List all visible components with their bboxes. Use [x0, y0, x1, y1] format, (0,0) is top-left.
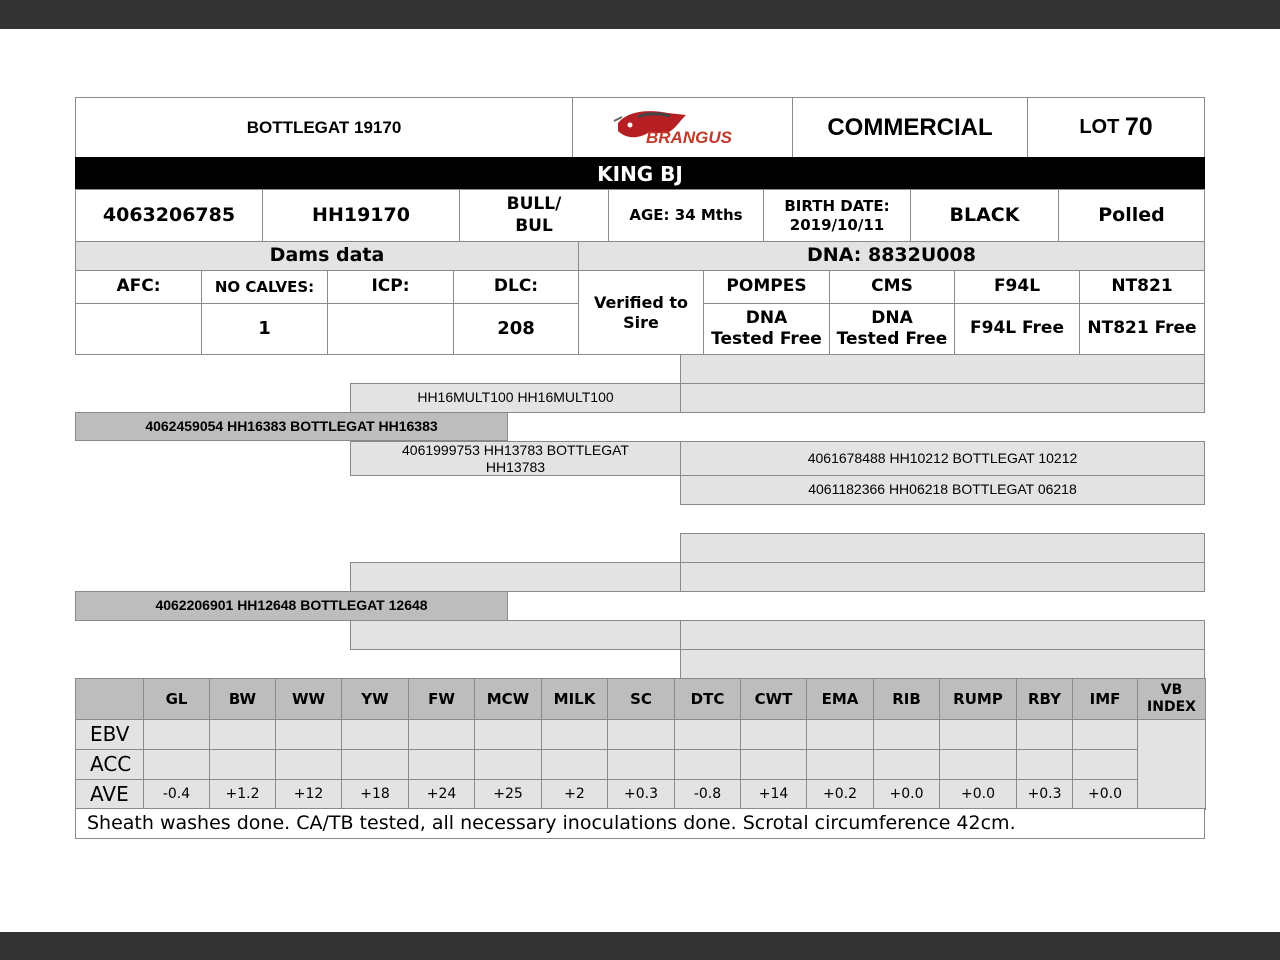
logo-text: BRANGUS: [645, 127, 732, 147]
ebv-value-cell: [674, 749, 741, 780]
ebv-value-cell: [740, 749, 807, 780]
pedigree-sire-sire-dam: 4061182366 HH06218 BOTTLEGAT 06218: [680, 475, 1205, 505]
vb-index-header: [1137, 678, 1206, 720]
ave-value: -0.8: [674, 779, 741, 810]
pompes-header: POMPES: [703, 270, 830, 304]
birth-date-value: 2019/10/11: [789, 215, 885, 234]
ebv-value-cell: [143, 719, 210, 750]
ebv-value-cell: [939, 719, 1017, 750]
ebv-value-cell: [341, 749, 409, 780]
cms-header: CMS: [829, 270, 955, 304]
ebv-col-header: MCW: [474, 678, 542, 720]
cms-result-line2: Tested Free: [836, 329, 948, 349]
ave-value: +2: [541, 779, 608, 810]
ebv-col-header: GL: [143, 678, 210, 720]
vb-index-line1: VB: [1160, 682, 1183, 699]
ave-value: +24: [408, 779, 475, 810]
no-calves-header: NO CALVES:: [201, 270, 328, 304]
ave-value: +0.0: [939, 779, 1017, 810]
ave-value: +0.3: [607, 779, 675, 810]
ave-value: +0.0: [873, 779, 940, 810]
sex-line1: BULL/: [506, 194, 562, 215]
top-bar: [0, 0, 1280, 29]
pedigree-sire-sire: 4061999753 HH13783 BOTTLEGAT HH13783: [350, 441, 681, 476]
ebv-value-cell: [1072, 719, 1138, 750]
ebv-value-cell: [873, 749, 940, 780]
ebv-value-cell: [1016, 719, 1073, 750]
dams-data-header: Dams data: [75, 241, 579, 271]
ebv-col-header: MILK: [541, 678, 608, 720]
sex: [459, 189, 609, 242]
pompes-result-line2: Tested Free: [711, 329, 822, 349]
dlc-header: DLC:: [453, 270, 579, 304]
ebv-row-label: EBV: [75, 719, 144, 750]
ave-value: +25: [474, 779, 542, 810]
vb-index-value: [1137, 719, 1206, 810]
ebv-row-label: AVE: [75, 779, 144, 810]
pedigree-sire-sire-sire: 4061678488 HH10212 BOTTLEGAT 10212: [680, 441, 1205, 476]
f94l-result: F94L Free: [954, 303, 1080, 355]
ebv-col-header: RBY: [1016, 678, 1073, 720]
ebv-value-cell: [806, 749, 874, 780]
pedigree-empty-cell: [680, 649, 1205, 679]
animal-name: KING BJ: [75, 157, 1205, 190]
ebv-value-cell: [209, 719, 276, 750]
ebv-col-header: EMA: [806, 678, 874, 720]
ebv-value-cell: [541, 719, 608, 750]
ebv-corner-cell: [75, 678, 144, 720]
ave-value: +12: [275, 779, 342, 810]
ebv-col-header: RIB: [873, 678, 940, 720]
pedigree-empty-cell: [680, 620, 1205, 650]
cms-result: [829, 303, 955, 355]
lot-prefix: LOT: [1079, 116, 1120, 138]
ebv-value-cell: [740, 719, 807, 750]
horn-status: Polled: [1058, 189, 1205, 242]
ebv-value-cell: [474, 719, 542, 750]
ebv-row-label: ACC: [75, 749, 144, 780]
afc-value: [75, 303, 202, 355]
ebv-value-cell: [1072, 749, 1138, 780]
ebv-col-header: DTC: [674, 678, 741, 720]
color: BLACK: [910, 189, 1059, 242]
ebv-value-cell: [408, 749, 475, 780]
pompes-result: [703, 303, 830, 355]
pedigree-empty-cell: [350, 620, 681, 650]
ebv-value-cell: [1016, 749, 1073, 780]
vb-index-line2: INDEX: [1147, 699, 1196, 715]
ebv-value-cell: [873, 719, 940, 750]
ebv-col-header: RUMP: [939, 678, 1017, 720]
ebv-col-header: BW: [209, 678, 276, 720]
pedigree-empty-cell: [680, 383, 1205, 413]
ebv-col-header: FW: [408, 678, 475, 720]
lot-label: [1027, 97, 1205, 158]
ave-value: -0.4: [143, 779, 210, 810]
ebv-value-cell: [607, 719, 675, 750]
cms-result-line1: DNA: [871, 307, 913, 328]
ebv-col-header: IMF: [1072, 678, 1138, 720]
ebv-value-cell: [275, 749, 342, 780]
afc-header: AFC:: [75, 270, 202, 304]
animal-id: 4063206785: [75, 189, 263, 242]
ebv-col-header: CWT: [740, 678, 807, 720]
bull-logo-icon: [608, 103, 758, 153]
ebv-value-cell: [541, 749, 608, 780]
pedigree-dam: 4062206901 HH12648 BOTTLEGAT 12648: [75, 591, 508, 621]
lot-number: 70: [1124, 112, 1153, 141]
pedigree-empty-cell: [680, 533, 1205, 563]
ebv-value-cell: [806, 719, 874, 750]
pedigree-empty-cell: [680, 562, 1205, 592]
nt821-result: NT821 Free: [1079, 303, 1205, 355]
verified-to-sire: Verified to Sire: [578, 270, 704, 355]
ave-value: +0.0: [1072, 779, 1138, 810]
pedigree-empty-cell: [350, 562, 681, 592]
ave-value: +0.3: [1016, 779, 1073, 810]
ebv-value-cell: [275, 719, 342, 750]
ave-value: +1.2: [209, 779, 276, 810]
ave-value: +0.2: [806, 779, 874, 810]
notes: Sheath washes done. CA/TB tested, all necessary inoculations done. Scrotal circumference 42cm.: [75, 808, 1205, 839]
birth-date-label: BIRTH DATE:: [784, 196, 890, 215]
brangus-logo: [572, 97, 793, 158]
birth-date: [763, 189, 911, 242]
nt821-header: NT821: [1079, 270, 1205, 304]
ebv-value-cell: [143, 749, 210, 780]
dna-header: DNA: 8832U008: [578, 241, 1205, 271]
ebv-col-header: WW: [275, 678, 342, 720]
age: AGE: 34 Mths: [608, 189, 764, 242]
ebv-col-header: YW: [341, 678, 409, 720]
icp-value: [327, 303, 454, 355]
herd-number: HH19170: [262, 189, 460, 242]
ebv-value-cell: [408, 719, 475, 750]
commercial-label: COMMERCIAL: [792, 97, 1028, 158]
farm-name: BOTTLEGAT 19170: [75, 97, 573, 158]
ebv-value-cell: [474, 749, 542, 780]
ebv-col-header: SC: [607, 678, 675, 720]
sex-line2: BUL: [515, 215, 553, 236]
pedigree-sire-dam-sire: HH16MULT100 HH16MULT100: [350, 383, 681, 413]
no-calves-value: 1: [201, 303, 328, 355]
ave-value: +14: [740, 779, 807, 810]
pedigree-empty-cell: [680, 354, 1205, 384]
bottom-bar: [0, 932, 1280, 960]
ebv-value-cell: [939, 749, 1017, 780]
ebv-value-cell: [341, 719, 409, 750]
dlc-value: 208: [453, 303, 579, 355]
ebv-value-cell: [674, 719, 741, 750]
pedigree-sire: 4062459054 HH16383 BOTTLEGAT HH16383: [75, 412, 508, 441]
ebv-value-cell: [607, 749, 675, 780]
icp-header: ICP:: [327, 270, 454, 304]
ebv-value-cell: [209, 749, 276, 780]
pompes-result-line1: DNA: [745, 307, 788, 328]
ave-value: +18: [341, 779, 409, 810]
f94l-header: F94L: [954, 270, 1080, 304]
